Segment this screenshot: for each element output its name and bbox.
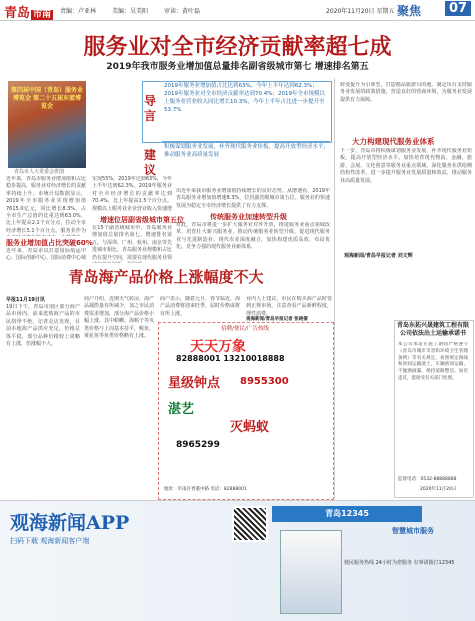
- notice-date: 2020年11月20日: [420, 487, 457, 492]
- issue-date: 2020年11月20日 星期五: [326, 8, 395, 15]
- logo-badge: 市南: [33, 10, 52, 20]
- guide-divider: [162, 141, 330, 142]
- section-name: 聚焦: [397, 4, 422, 18]
- story2-col-b: 商户介绍，近期天气转凉，海产品捕捞量有所减少，加之市民消费需求增加，部分海产品价格小幅上涨。其中蛤蜊、海蛎子等贝类价格与上周基本持平，鲅鱼、黄花鱼等鱼类价格略有上涨。: [84, 296, 154, 340]
- ad-name-4: 灭蚂蚁: [230, 420, 270, 435]
- notice-title: 青岛东拓兴晟建筑工程有限公司依法出土运输承诺书: [396, 322, 469, 337]
- ad-phone-1: 82888001 13210018888: [176, 354, 285, 363]
- section1-text: 近年来，青岛市以打造国际航运中心、国际创新中心、国际消费中心城: [6, 248, 86, 262]
- editor-credit: 责编：卢亚林: [60, 8, 97, 15]
- sub-headline: 2019年我市服务业增加值总量排名副省级城市第七 增速排名第五: [106, 62, 369, 72]
- designer-credit: 美编：吴美阳: [112, 8, 149, 15]
- bottom-note: 便民服务热线 24小时为您服务 有事请拨打12345: [344, 560, 455, 566]
- story2-col-c: 商户表示，随着元旦、春节临近，海产品消费将迎来旺季，届时价格或将有所上涨。: [160, 296, 240, 316]
- expo-photo: [8, 81, 86, 168]
- section4-text: 下一步，青岛市将积极谋划服务业发展，补齐现代服务业短板，提高开放型经济水平。加快培育现代物流、金融、旅游、会展、文化创意等服务业重点领域，深化服务业供给侧结构性改革，进一步提升服务业发展质量和效益，推动服务业高质量发展。: [340, 148, 472, 184]
- ad-phone-2: 8955300: [240, 376, 289, 387]
- proof-credit: 审读：黄叶磊: [164, 8, 201, 15]
- note-text: 积极谋划服务业发展，补齐现代服务业短板，提高开放型经济水平，推动服务业高质量发展: [164, 144, 330, 158]
- column3-text: 出近年来我市服务业增加值持续增长的良好态势。从增速看，2019年青岛服务业增加值增速8.3%，位居副省级城市第五位。服务业的快速发展为稳定全市经济增长提供了有力支撑。: [176, 188, 330, 209]
- story2-col-a: 19日下午，青岛市南区部分海产品市场内，前来选购海产品的市民络绎不绝。记者走访发现，目前本地海产品供应充足，价格总体平稳，部分品种价格较上周略有上涨，但涨幅不大。: [6, 304, 80, 348]
- photo-banner: 第四届中国（青岛）服务业博览会 第二十五届东盟博览会: [10, 87, 83, 110]
- section2-text: 在15个副省级城市中，青岛服务业增加值总量排名第七，增速排名第五。与深圳、广州、杭州、南京等先进城市相比，青岛服务业规模和占比仍有提升空间，需要在现代服务业领: [92, 225, 172, 261]
- main-headline: 服务业对全市经济贡献率超七成: [83, 35, 392, 60]
- column2-text: 实现55%，2019年达到63%，今年上半年达到62.3%。2019年服务业对全市经济增长的贡献率达到70.4%，比上年提高1.5个百分点。规模以上服务业企业营业收入快速增: [92, 176, 172, 212]
- right-column-text: 转变提升为引领型，打造精品旅游目的地。制定出台支持服务业发展的政策措施，营造良好的营商环境，为服务业发展提供有力保障。: [340, 82, 472, 103]
- hotline-banner: 青岛12345: [272, 506, 422, 522]
- phone-mockup-icon: [280, 530, 342, 614]
- ad-top-line: 招聘/便民/广告热线: [221, 326, 269, 332]
- notice-phone: 监督电话：0532-88888888: [398, 477, 457, 482]
- qr-code-icon[interactable]: [232, 506, 268, 542]
- intro-paragraph: 近年来，青岛市服务业增加值和占比稳步提高，服务业对经济增长的贡献率持续上升。市统计局数据显示，2019年全市服务业实现增加值7615.0亿元，同比增长8.3%，占全市生产总值的比重达到63.0%，比上年提高2.1个百分点，拉动全市经济增长5.1个百分点。服务业作为: [6, 176, 86, 234]
- guide-label: 导言: [144, 94, 157, 123]
- ad-name-1: 天天万象: [190, 339, 246, 355]
- bottom-subtitle: 扫码下载 观海新闻客户端: [10, 537, 90, 545]
- ad-footer: 地址：市南区香港中路 电话：82888001: [164, 487, 247, 492]
- page-number: 07: [445, 1, 471, 16]
- section2-heading: 增速位居副省级城市第五位: [100, 216, 184, 224]
- story2-dateline: 早报11月19日讯: [6, 297, 45, 303]
- section3-text: 对此，青岛市将进一步扩大服务业对外开放，推进服务业重点领域改革，培育壮大新兴服务业，推动传统服务业转型升级，促进现代服务业与先进制造业、现代农业深度融合，加快构建优质高效、布局优化、竞争力强的现代服务业新体系。: [176, 222, 330, 251]
- photo-caption: 青岛市人大常委会供图: [14, 169, 65, 175]
- section3-heading: 传统服务业加速转型升级: [210, 213, 287, 221]
- notice-body: 本公司承诺在施工期间严格遵守《青岛市城市市容和环境卫生管理条例》等有关规定，按照规定路线和时间运输渣土，车辆密闭运输，不抛洒滴漏，保持道路整洁。如有违反，愿接受有关部门处理。: [398, 342, 468, 381]
- bottom-title: 观海新闻APP: [10, 512, 130, 534]
- section1-heading: 服务业增加值占比突破60%: [6, 239, 93, 247]
- story2-headline: 青岛海产品价格上涨幅度不大: [68, 268, 264, 286]
- story2-col-d: 业内人士建议，市民在购买海产品时要到正规市场，注意查看产品新鲜程度，理性消费。: [246, 296, 332, 316]
- article-byline: 观海新闻/青岛早报记者 刘文辉: [344, 253, 413, 259]
- ad-name-3: 湛艺: [168, 402, 195, 417]
- ad-phone-3: 8965299: [176, 440, 220, 450]
- column-divider: [334, 78, 335, 498]
- smart-city-label: 智慧城市服务: [392, 527, 434, 535]
- section4-heading: 大力构建现代服务业体系: [352, 137, 435, 146]
- newspaper-logo: [4, 2, 53, 21]
- logo-text: 青岛: [4, 6, 31, 21]
- guide-text: 2019年服务业增加值占比达到63%，今年上半年达到62.3%；2019年服务业对全市经济贡献率达到70.4%；2019年全市规模以上服务业营业收入同比增长10.3%，今年上半年占比进一步提升至53.7%: [164, 83, 325, 113]
- story2-byline: 观海新闻/青岛早报记者 张晓倩: [246, 317, 308, 322]
- note-label: 建议: [144, 148, 157, 177]
- ad-name-2: 星级钟点: [168, 376, 221, 391]
